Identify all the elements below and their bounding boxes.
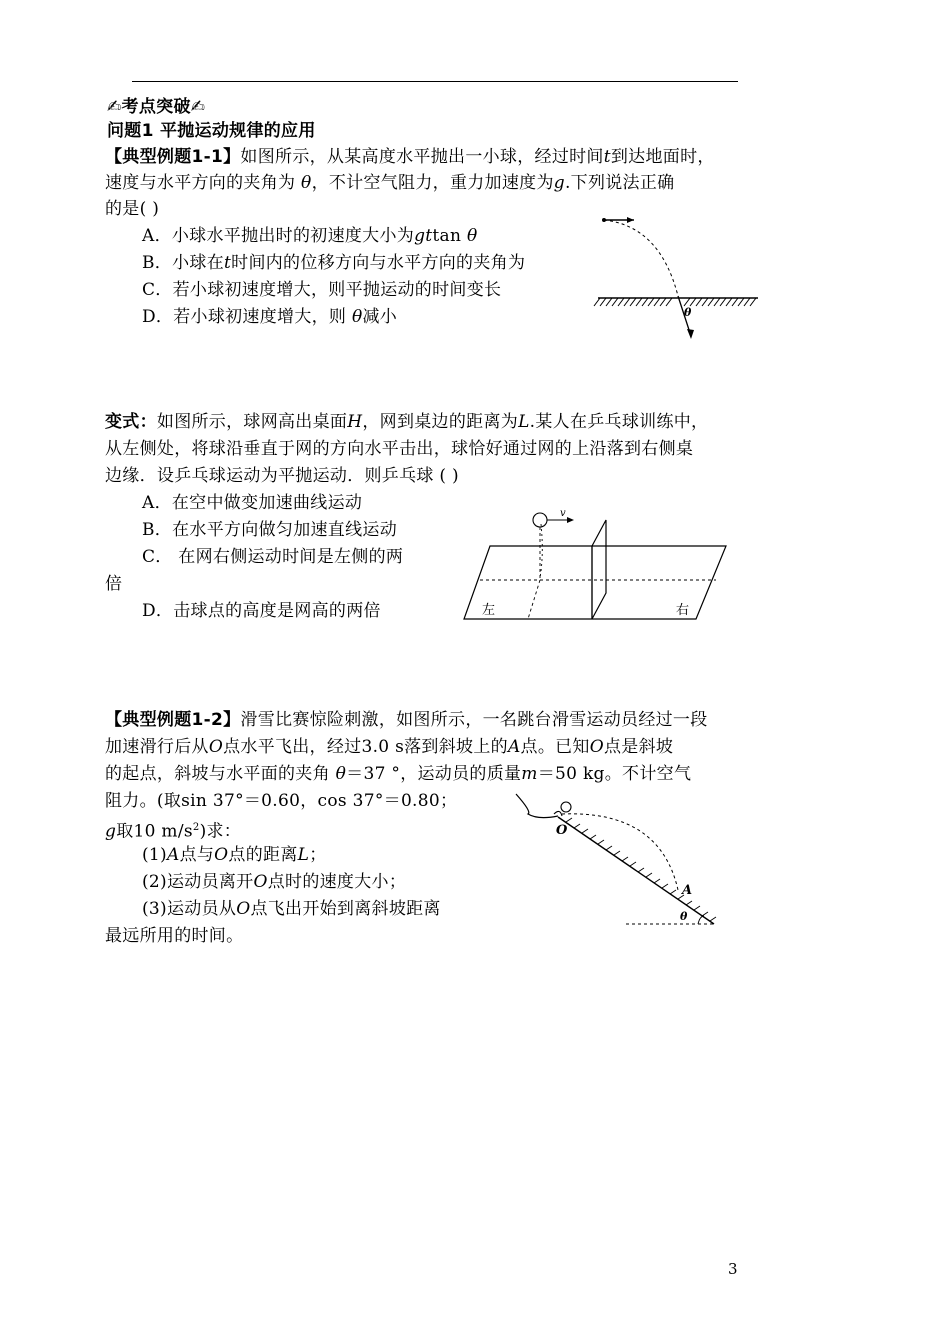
- var-line1: 变式：如图所示，球网高出桌面H，网到桌边的距离为L.某人在乒乓球训练中，: [105, 412, 709, 432]
- section-title: ✍考点突破✍: [107, 97, 206, 117]
- var-option-d: D．击球点的高度是网高的两倍: [142, 601, 381, 621]
- ex1-option-d: D．若小球初速度增大，则 θ减小: [142, 307, 398, 327]
- ex2-line4: 阻力。(取sin 37°＝0.60，cos 37°＝0.80；: [105, 791, 458, 811]
- right-label: 右: [676, 603, 690, 618]
- ski-jump-figure: [510, 790, 730, 930]
- ex1-option-c: C．若小球初速度增大，则平抛运动的时间变长: [142, 280, 502, 300]
- projectile-figure: [590, 208, 770, 348]
- page-number: 3: [728, 1260, 738, 1278]
- header-rule: [132, 81, 738, 82]
- velocity-label: v: [560, 508, 566, 519]
- ex1-line3: 的是( ): [105, 199, 160, 219]
- table-tennis-figure: [460, 506, 732, 624]
- ex2-line5: g取10 $m/s^2$)求：: [105, 821, 242, 842]
- var-line3: 边缘．设乒乓球运动为平抛运动．则乒乓球 ( ): [105, 466, 459, 486]
- ex2-line1: 【典型例题1-2】滑雪比赛惊险刺激，如图所示，一名跳台滑雪运动员经过一段: [105, 710, 708, 730]
- problem-title: 问题1 平抛运动规律的应用: [107, 121, 316, 141]
- ex1-tag: 【典型例题1-1】: [105, 147, 241, 167]
- ex2-question-3: (3)运动员从O点飞出开始到离斜坡距离: [142, 899, 441, 919]
- var-line2: 从左侧处，将球沿垂直于网的方向水平击出，球恰好通过网的上沿落到右侧桌: [105, 439, 694, 459]
- ex2-tag: 【典型例题1-2】: [105, 710, 241, 730]
- ex1-line1: 【典型例题1-1】如图所示，从某高度水平抛出一小球，经过时间t到达地面时，: [105, 147, 715, 167]
- var-option-c: C． 在网右侧运动时间是左侧的两: [142, 547, 404, 567]
- var-option-b: B．在水平方向做匀加速直线运动: [142, 520, 397, 540]
- ex2-question-1: (1)A点与O点的距离L；: [142, 845, 327, 865]
- var-option-a: A．在空中做变加速曲线运动: [142, 493, 363, 513]
- ex1-option-a: A．小球水平抛出时的初速度大小为gttan θ: [142, 226, 478, 246]
- var-option-c-cont: 倍: [105, 574, 123, 594]
- point-a-label: A: [682, 883, 693, 898]
- left-label: 左: [482, 603, 496, 618]
- ex1-option-b: B．小球在t时间内的位移方向与水平方向的夹角为: [142, 253, 526, 273]
- ex2-question-3-cont: 最远所用的时间。: [105, 926, 244, 946]
- angle-theta-label: θ: [680, 910, 688, 923]
- theta-label: θ: [684, 306, 692, 319]
- ex1-line2: 速度与水平方向的夹角为 θ，不计空气阻力，重力加速度为g.下列说法正确: [105, 173, 675, 193]
- point-o-label: O: [556, 823, 568, 838]
- var-tag: 变式：: [105, 412, 157, 432]
- ex2-line2: 加速滑行后从O点水平飞出，经过3.0 s落到斜坡上的A点。已知O点是斜坡: [105, 737, 674, 757]
- ex2-question-2: (2)运动员离开O点时的速度大小；: [142, 872, 407, 892]
- ex2-line3: 的起点，斜坡与水平面的夹角 θ＝37 °，运动员的质量m＝50 kg。不计空气: [105, 764, 692, 784]
